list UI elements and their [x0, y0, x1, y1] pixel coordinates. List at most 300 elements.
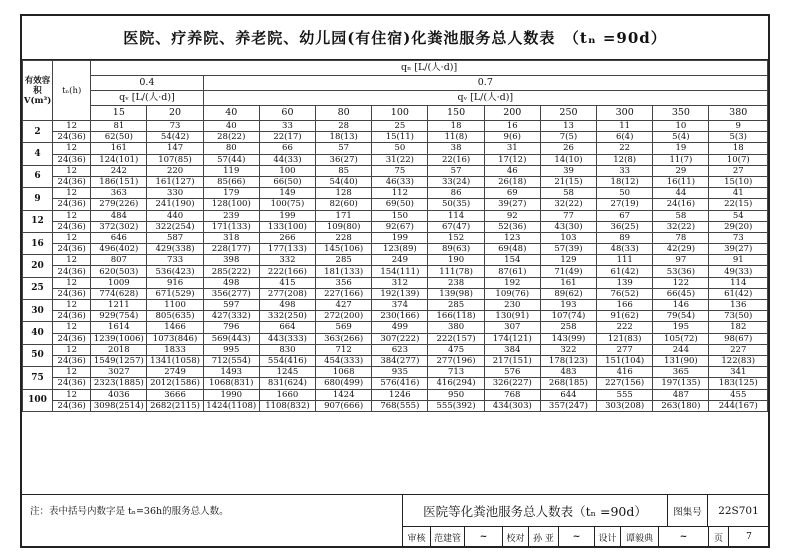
table-row — [23, 154, 768, 165]
tn-cell: 12 — [53, 188, 91, 199]
value-cell: 42(29) — [653, 244, 709, 255]
table-row — [23, 378, 768, 389]
value-cell: 9 — [709, 121, 768, 132]
value-cell: 1549(1257) — [91, 355, 147, 366]
value-cell: 569(443) — [203, 333, 259, 344]
value-cell: 57(44) — [203, 154, 259, 165]
value-cell: 238 — [428, 277, 484, 288]
value-cell: 222(157) — [428, 333, 484, 344]
value-cell: 39(27) — [484, 199, 540, 210]
value-cell: 440 — [147, 210, 203, 221]
title-block — [402, 495, 769, 547]
value-cell: 443(333) — [259, 333, 315, 344]
value-cell: 244(167) — [709, 400, 768, 411]
value-cell: 67 — [597, 210, 653, 221]
value-cell: 100(75) — [259, 199, 315, 210]
table-row — [23, 255, 768, 266]
table-row — [23, 355, 768, 366]
value-cell: 1424(1108) — [203, 400, 259, 411]
value-cell: 1466 — [147, 322, 203, 333]
value-cell: 664 — [259, 322, 315, 333]
value-cell: 178(123) — [540, 355, 596, 366]
value-cell: 1493 — [203, 367, 259, 378]
value-cell: 1068(831) — [203, 378, 259, 389]
value-cell: 554(416) — [259, 355, 315, 366]
value-cell: 151(104) — [597, 355, 653, 366]
value-cell: 220 — [147, 165, 203, 176]
value-cell: 76(52) — [597, 288, 653, 299]
design-label: 设计 — [595, 527, 621, 547]
value-cell: 26 — [540, 143, 596, 154]
atlas-number-value: 22S701 — [708, 495, 769, 527]
value-cell: 3098(2514) — [91, 400, 147, 411]
value-cell: 111 — [597, 255, 653, 266]
value-cell: 21(15) — [540, 176, 596, 187]
value-cell: 54(40) — [316, 176, 372, 187]
value-cell: 332(250) — [259, 311, 315, 322]
value-cell: 13 — [540, 121, 596, 132]
value-cell: 2682(2115) — [147, 400, 203, 411]
value-cell: 2012(1586) — [147, 378, 203, 389]
value-cell: 1239(1006) — [91, 333, 147, 344]
value-cell: 130(91) — [484, 311, 540, 322]
value-cell: 263(180) — [653, 400, 709, 411]
design-name: 谭毅典 — [621, 527, 659, 547]
tn-cell: 12 — [53, 322, 91, 333]
value-cell: 145(106) — [316, 244, 372, 255]
value-cell: 644 — [540, 389, 596, 400]
value-cell: 39 — [540, 165, 596, 176]
value-cell: 285(222) — [203, 266, 259, 277]
value-cell: 2018 — [91, 344, 147, 355]
value-cell: 85 — [316, 165, 372, 176]
value-cell: 33 — [259, 121, 315, 132]
value-cell: 39(27) — [709, 244, 768, 255]
volume-cell: 16 — [23, 232, 53, 254]
value-cell: 112 — [372, 188, 428, 199]
value-cell: 32(22) — [540, 199, 596, 210]
value-cell: 128 — [316, 188, 372, 199]
value-cell: 805(635) — [147, 311, 203, 322]
value-cell: 11(8) — [428, 132, 484, 143]
value-cell: 22(16) — [428, 154, 484, 165]
value-cell: 69(48) — [484, 244, 540, 255]
value-cell: 122 — [653, 277, 709, 288]
table-row — [23, 165, 768, 176]
value-cell: 128(100) — [203, 199, 259, 210]
value-cell: 146 — [653, 300, 709, 311]
review-name: 范建管 — [431, 527, 465, 547]
value-cell: 2749 — [147, 367, 203, 378]
table-row — [23, 277, 768, 288]
value-cell: 82(60) — [316, 199, 372, 210]
value-cell: 1833 — [147, 344, 203, 355]
page-value: 7 — [746, 532, 752, 542]
table-row — [23, 322, 768, 333]
value-cell: 1100 — [147, 300, 203, 311]
tn-cell: 12 — [53, 165, 91, 176]
qn-value-0: 0.4 — [91, 76, 203, 91]
tn-cell: 24(36) — [53, 154, 91, 165]
qw-value-10: 350 — [653, 106, 709, 121]
table-row — [23, 143, 768, 154]
value-cell: 5(4) — [653, 132, 709, 143]
value-cell: 1073(846) — [147, 333, 203, 344]
tn-header: tₙ(h) — [53, 61, 91, 121]
page-title: 医院、疗养院、养老院、幼儿园(有住宿)化粪池服务总人数表 （tₙ =90d） — [22, 16, 768, 60]
value-cell: 197(135) — [653, 378, 709, 389]
value-cell: 89 — [597, 232, 653, 243]
value-cell: 272(200) — [316, 311, 372, 322]
value-cell: 186(151) — [91, 176, 147, 187]
value-cell: 916 — [147, 277, 203, 288]
value-cell: 29 — [653, 165, 709, 176]
value-cell: 733 — [147, 255, 203, 266]
value-cell: 995 — [203, 344, 259, 355]
value-cell: 7(5) — [540, 132, 596, 143]
value-cell: 54 — [709, 210, 768, 221]
value-cell: 29(20) — [709, 221, 768, 232]
value-cell: 192 — [484, 277, 540, 288]
value-cell: 374 — [372, 300, 428, 311]
value-cell: 92 — [484, 210, 540, 221]
value-cell: 80 — [203, 143, 259, 154]
value-cell: 52(36) — [484, 221, 540, 232]
value-cell: 363(266) — [316, 333, 372, 344]
table-row — [23, 232, 768, 243]
tn-cell: 24(36) — [53, 355, 91, 366]
value-cell: 67(47) — [428, 221, 484, 232]
tn-cell: 12 — [53, 367, 91, 378]
value-cell: 22(17) — [259, 132, 315, 143]
volume-cell: 9 — [23, 188, 53, 210]
check-label: 校对 — [503, 527, 529, 547]
value-cell: 171 — [316, 210, 372, 221]
value-cell: 18(13) — [316, 132, 372, 143]
value-cell: 620(503) — [91, 266, 147, 277]
value-cell: 372(302) — [91, 221, 147, 232]
value-cell: 190 — [428, 255, 484, 266]
value-cell: 15(11) — [372, 132, 428, 143]
value-cell: 177(133) — [259, 244, 315, 255]
value-cell: 285 — [316, 255, 372, 266]
drawing-sheet — [20, 14, 770, 548]
value-cell: 434(303) — [484, 400, 540, 411]
value-cell: 11(7) — [653, 154, 709, 165]
value-cell: 10 — [653, 121, 709, 132]
value-cell: 73 — [147, 121, 203, 132]
value-cell: 227(166) — [316, 288, 372, 299]
atlas-number-label: 图集号 — [668, 495, 708, 527]
value-cell: 768(555) — [372, 400, 428, 411]
value-cell: 161(127) — [147, 176, 203, 187]
title-block-title: 医院等化粪池服务总人数表（tₙ =90d） — [403, 495, 668, 527]
table-row — [23, 244, 768, 255]
value-cell: 341 — [709, 367, 768, 378]
value-cell: 6(4) — [597, 132, 653, 143]
value-cell: 89(63) — [428, 244, 484, 255]
value-cell: 384 — [484, 344, 540, 355]
value-cell: 77 — [540, 210, 596, 221]
value-cell: 28 — [316, 121, 372, 132]
value-cell: 332 — [259, 255, 315, 266]
value-cell: 133(100) — [259, 221, 315, 232]
value-cell: 31 — [484, 143, 540, 154]
value-cell: 398 — [203, 255, 259, 266]
value-cell: 380 — [428, 322, 484, 333]
volume-cell: 100 — [23, 389, 53, 411]
value-cell: 9(6) — [484, 132, 540, 143]
value-cell: 228(177) — [203, 244, 259, 255]
value-cell: 10(7) — [709, 154, 768, 165]
value-cell: 5(3) — [709, 132, 768, 143]
value-cell: 222(166) — [259, 266, 315, 277]
value-cell: 555(392) — [428, 400, 484, 411]
value-cell: 277 — [597, 344, 653, 355]
table-row — [23, 132, 768, 143]
value-cell: 57 — [428, 165, 484, 176]
value-cell: 239 — [203, 210, 259, 221]
value-cell: 242 — [91, 165, 147, 176]
value-cell: 307(222) — [372, 333, 428, 344]
value-cell: 365 — [653, 367, 709, 378]
value-cell: 92(67) — [372, 221, 428, 232]
tn-cell: 24(36) — [53, 221, 91, 232]
value-cell: 38 — [428, 143, 484, 154]
value-cell: 139 — [597, 277, 653, 288]
qn-value-1: 0.7 — [203, 76, 767, 91]
value-cell: 416 — [597, 367, 653, 378]
value-cell: 161 — [91, 143, 147, 154]
volume-cell: 2 — [23, 121, 53, 143]
value-cell: 18 — [709, 143, 768, 154]
value-cell: 44 — [653, 188, 709, 199]
value-cell: 268(185) — [540, 378, 596, 389]
value-cell: 129 — [540, 255, 596, 266]
qw-value-7: 200 — [484, 106, 540, 121]
value-cell: 50 — [597, 188, 653, 199]
tn-cell: 24(36) — [53, 333, 91, 344]
value-cell: 1245 — [259, 367, 315, 378]
table-row — [23, 199, 768, 210]
value-cell: 555 — [597, 389, 653, 400]
volume-cell: 75 — [23, 367, 53, 389]
value-cell: 807 — [91, 255, 147, 266]
value-cell: 50(35) — [428, 199, 484, 210]
value-cell: 28(22) — [203, 132, 259, 143]
value-cell: 1108(832) — [259, 400, 315, 411]
value-cell: 136 — [709, 300, 768, 311]
value-cell: 330 — [147, 188, 203, 199]
value-cell: 4036 — [91, 389, 147, 400]
value-cell: 356 — [316, 277, 372, 288]
value-cell: 91 — [709, 255, 768, 266]
tn-cell: 24(36) — [53, 132, 91, 143]
value-cell: 31(22) — [372, 154, 428, 165]
value-cell: 147 — [147, 143, 203, 154]
value-cell: 44(33) — [259, 154, 315, 165]
value-cell: 78 — [653, 232, 709, 243]
value-cell: 193 — [540, 300, 596, 311]
tn-cell: 12 — [53, 210, 91, 221]
value-cell: 427(332) — [203, 311, 259, 322]
qw-value-9: 300 — [597, 106, 653, 121]
qn-header: qₙ [L/(人·d)] — [91, 61, 768, 76]
tn-cell: 12 — [53, 277, 91, 288]
volume-cell: 12 — [23, 210, 53, 232]
value-cell: 50 — [372, 143, 428, 154]
value-cell: 1009 — [91, 277, 147, 288]
value-cell: 174(121) — [484, 333, 540, 344]
value-cell: 109(76) — [484, 288, 540, 299]
value-cell: 14(10) — [540, 154, 596, 165]
value-cell: 33(24) — [428, 176, 484, 187]
check-name: 孙 亚 — [529, 527, 559, 547]
qw-value-5: 100 — [372, 106, 428, 121]
value-cell: 61(42) — [597, 266, 653, 277]
value-cell: 303(208) — [597, 400, 653, 411]
value-cell: 26(18) — [484, 176, 540, 187]
value-cell: 66(50) — [259, 176, 315, 187]
value-cell: 646 — [91, 232, 147, 243]
value-cell: 22(15) — [709, 199, 768, 210]
value-cell: 103 — [540, 232, 596, 243]
value-cell: 58 — [653, 210, 709, 221]
value-cell: 950 — [428, 389, 484, 400]
value-cell: 41 — [709, 188, 768, 199]
value-cell: 384(277) — [372, 355, 428, 366]
value-cell: 192(139) — [372, 288, 428, 299]
tn-cell: 12 — [53, 389, 91, 400]
value-cell: 53(36) — [653, 266, 709, 277]
value-cell: 114 — [709, 277, 768, 288]
page-label: 页 — [709, 527, 729, 547]
value-cell: 277(208) — [259, 288, 315, 299]
value-cell: 36(25) — [597, 221, 653, 232]
check-signature: ~ — [559, 527, 595, 547]
value-cell: 536(423) — [147, 266, 203, 277]
value-cell: 713 — [428, 367, 484, 378]
qw-value-2: 40 — [203, 106, 259, 121]
volume-cell: 6 — [23, 165, 53, 187]
value-cell: 671(529) — [147, 288, 203, 299]
value-cell: 454(333) — [316, 355, 372, 366]
volume-cell: 40 — [23, 322, 53, 344]
value-cell: 149 — [259, 188, 315, 199]
tn-cell: 12 — [53, 121, 91, 132]
value-cell: 49(33) — [709, 266, 768, 277]
tn-cell: 24(36) — [53, 266, 91, 277]
value-cell: 356(277) — [203, 288, 259, 299]
qw-value-6: 150 — [428, 106, 484, 121]
value-cell: 907(666) — [316, 400, 372, 411]
value-cell: 27 — [709, 165, 768, 176]
value-cell: 569 — [316, 322, 372, 333]
value-cell: 58 — [540, 188, 596, 199]
value-cell: 171(133) — [203, 221, 259, 232]
volume-cell: 25 — [23, 277, 53, 299]
value-cell: 498 — [203, 277, 259, 288]
value-cell: 16(11) — [653, 176, 709, 187]
value-cell: 1660 — [259, 389, 315, 400]
tn-cell: 12 — [53, 344, 91, 355]
value-cell: 22 — [597, 143, 653, 154]
value-cell: 73 — [709, 232, 768, 243]
value-cell: 154 — [484, 255, 540, 266]
value-cell: 712 — [316, 344, 372, 355]
value-cell: 623 — [372, 344, 428, 355]
value-cell: 86 — [428, 188, 484, 199]
value-cell: 830 — [259, 344, 315, 355]
value-cell: 111(78) — [428, 266, 484, 277]
review-label: 审核 — [403, 527, 431, 547]
value-cell: 124(101) — [91, 154, 147, 165]
value-cell: 1424 — [316, 389, 372, 400]
table-row — [23, 311, 768, 322]
value-cell: 40 — [203, 121, 259, 132]
table-row — [23, 400, 768, 411]
qw-value-8: 250 — [540, 106, 596, 121]
value-cell: 150 — [372, 210, 428, 221]
value-cell: 179 — [203, 188, 259, 199]
table-row — [23, 389, 768, 400]
value-cell: 195 — [653, 322, 709, 333]
value-cell: 222 — [597, 322, 653, 333]
value-cell: 322(254) — [147, 221, 203, 232]
value-cell: 326(227) — [484, 378, 540, 389]
value-cell: 363 — [91, 188, 147, 199]
footer — [22, 494, 768, 547]
value-cell: 487 — [653, 389, 709, 400]
value-cell: 62(50) — [91, 132, 147, 143]
value-cell: 57(39) — [540, 244, 596, 255]
value-cell: 57 — [316, 143, 372, 154]
value-cell: 429(338) — [147, 244, 203, 255]
qw-value-1: 20 — [147, 106, 203, 121]
value-cell: 27(19) — [597, 199, 653, 210]
value-cell: 3027 — [91, 367, 147, 378]
value-cell: 312 — [372, 277, 428, 288]
value-cell: 32(22) — [653, 221, 709, 232]
tn-cell: 24(36) — [53, 378, 91, 389]
value-cell: 416(294) — [428, 378, 484, 389]
value-cell: 322 — [540, 344, 596, 355]
table-row — [23, 367, 768, 378]
tn-cell: 24(36) — [53, 288, 91, 299]
value-cell: 166(118) — [428, 311, 484, 322]
value-cell: 217(151) — [484, 355, 540, 366]
value-cell: 244 — [653, 344, 709, 355]
value-cell: 576 — [484, 367, 540, 378]
value-cell: 587 — [147, 232, 203, 243]
value-cell: 71(49) — [540, 266, 596, 277]
table-row — [23, 121, 768, 132]
value-cell: 123(89) — [372, 244, 428, 255]
value-cell: 16 — [484, 121, 540, 132]
value-cell: 48(33) — [597, 244, 653, 255]
qw-value-3: 60 — [259, 106, 315, 121]
value-cell: 161 — [540, 277, 596, 288]
volume-cell: 4 — [23, 143, 53, 165]
tn-cell: 12 — [53, 300, 91, 311]
value-cell: 107(85) — [147, 154, 203, 165]
value-cell: 498 — [259, 300, 315, 311]
value-cell: 25 — [372, 121, 428, 132]
value-cell: 54(42) — [147, 132, 203, 143]
value-cell: 123 — [484, 232, 540, 243]
value-cell: 455 — [709, 389, 768, 400]
value-cell: 19 — [653, 143, 709, 154]
